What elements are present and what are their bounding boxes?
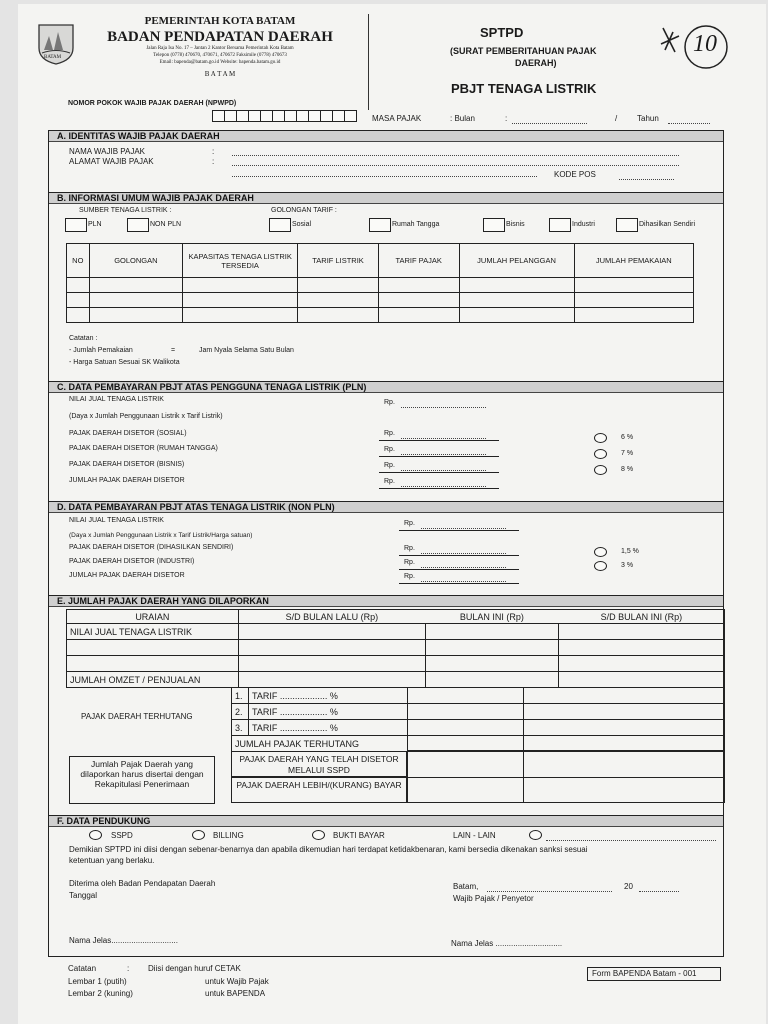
d-nilai-field[interactable] (421, 528, 506, 529)
alamat-wp-label: ALAMAT WAJIB PAJAK (69, 157, 154, 166)
radio-6-percent[interactable] (594, 433, 607, 443)
nama-jelas-right[interactable]: Nama Jelas .............................. (451, 939, 563, 948)
header-agency: BADAN PENDAPATAN DAERAH (107, 29, 333, 45)
declaration-line-2: ketentuan yang berlaku. (69, 856, 155, 865)
d-sendiri-underline (399, 555, 519, 556)
tarif-3-field[interactable]: TARIF ................... % (249, 720, 408, 736)
c-bisnis-label: PAJAK DAERAH DISETOR (BISNIS) (69, 461, 185, 468)
c-nilai-field[interactable] (401, 407, 486, 408)
declaration-line-1: Demikian SPTPD ini diisi dengan sebenar-benarnya dan apabila dikemudian hari terdapat ketidakbenaran, kami bersedia dikenakan sanksi sesuai (69, 845, 588, 854)
d-industri-rp: Rp. (404, 559, 415, 566)
form-code: Form BAPENDA Batam - 001 (592, 969, 697, 978)
header-gov: PEMERINTAH KOTA BATAM (144, 15, 296, 27)
dihasilkan-sendiri-checkbox[interactable] (616, 218, 638, 232)
c-nilai-label: NILAI JUAL TENAGA LISTRIK (69, 396, 164, 403)
diterima-label: Diterima oleh Badan Pendapatan Daerah (69, 879, 216, 888)
d-jumlah-rp: Rp. (404, 573, 415, 580)
sumber-label: SUMBER TENAGA LISTRIK : (79, 207, 172, 214)
industri-checkbox[interactable] (549, 218, 571, 232)
radio-7-percent[interactable] (594, 449, 607, 459)
masa-slash: / (615, 114, 618, 123)
golongan-table (66, 243, 694, 323)
d-nilai-rp: Rp. (404, 520, 415, 527)
pct-1-5-label: 1,5 % (621, 548, 639, 555)
section-f-header: F. DATA PENDUKUNG (49, 815, 723, 827)
rumah-tangga-label: Rumah Tangga (392, 221, 440, 228)
c-rt-label: PAJAK DAERAH DISETOR (RUMAH TANGGA) (69, 445, 218, 452)
e-lebih-box (231, 777, 407, 803)
rumah-tangga-checkbox[interactable] (369, 218, 391, 232)
c-sosial-label: PAJAK DAERAH DISETOR (SOSIAL) (69, 430, 187, 437)
footer-lembar-2-use: untuk BAPENDA (205, 989, 266, 998)
table-row[interactable] (67, 293, 694, 308)
tarif-2-no: 2. (232, 704, 249, 720)
lain-lain-label: LAIN - LAIN (453, 831, 496, 840)
tarif-2-field[interactable]: TARIF ................... % (249, 704, 408, 720)
nama-wp-label: NAMA WAJIB PAJAK (69, 147, 146, 156)
non-pln-label: NON PLN (150, 221, 182, 228)
e-col-uraian: URAIAN (67, 610, 239, 624)
year-label: 20 (624, 882, 633, 891)
col-golongan: GOLONGAN (89, 244, 183, 278)
masa-pajak-label: MASA PAJAK (372, 114, 422, 123)
section-e-header: E. JUMLAH PAJAK DAERAH YANG DILAPORKAN (49, 595, 723, 607)
title-pbjt: PBJT TENAGA LISTRIK (451, 81, 597, 96)
form-code-box (587, 967, 721, 981)
footer-lembar-2: Lembar 2 (kuning) (68, 989, 133, 998)
title-sptpd: SPTPD (480, 25, 524, 40)
sspd-radio[interactable] (89, 830, 102, 840)
masa-tahun-field[interactable] (668, 123, 710, 124)
c-jumlah-field[interactable] (401, 486, 486, 487)
tarif-1-field[interactable]: TARIF ................... % (249, 688, 408, 704)
col-jumlah-pelanggan: JUMLAH PELANGGAN (459, 244, 574, 278)
d-sendiri-rp: Rp. (404, 545, 415, 552)
header-city: B A T A M (204, 70, 236, 78)
batam-date-field[interactable] (487, 891, 612, 892)
pct-8-label: 8 % (621, 466, 634, 473)
billing-label: BILLING (213, 831, 244, 840)
catatan-line-2: - Harga Satuan Sesuai SK Walikota (69, 359, 180, 366)
footer-cetak: Diisi dengan huruf CETAK (148, 964, 241, 973)
batam-logo (36, 22, 76, 66)
pct-7-label: 7 % (621, 450, 634, 457)
pct-6-label: 6 % (621, 434, 634, 441)
industri-label: Industri (572, 221, 595, 228)
alamat-wp-colon: : (212, 157, 215, 166)
npwpd-label: NOMOR POKOK WAJIB PAJAK DAERAH (NPWPD) (68, 100, 237, 107)
tanggal-label: Tanggal (69, 891, 98, 900)
d-jumlah-underline (399, 583, 519, 584)
e-note-box (69, 756, 215, 804)
c-nilai-rp: Rp. (384, 399, 395, 406)
header-address-1: Jalan Raja Isa No. 17 – Jantan 2 Kantor Bersama Pemerintah Kota Batam (146, 46, 294, 51)
c-sosial-field[interactable] (401, 438, 486, 439)
c-bisnis-field[interactable] (401, 470, 486, 471)
radio-3-percent[interactable] (594, 561, 607, 571)
col-no: NO (67, 244, 90, 278)
radio-8-percent[interactable] (594, 465, 607, 475)
table-row[interactable] (67, 308, 694, 323)
c-daya-note: (Daya x Jumlah Penggunaan Listrik x Tarif Listrik) (69, 413, 223, 420)
kode-pos-field[interactable] (619, 179, 674, 180)
catatan-label: Catatan : (69, 335, 98, 342)
masa-bulan-field[interactable] (512, 123, 587, 124)
header-divider (368, 14, 369, 110)
npwpd-boxes[interactable] (212, 110, 357, 122)
lain-lain-radio[interactable] (529, 830, 542, 840)
nama-wp-colon: : (212, 147, 215, 156)
col-tarif-listrik: TARIF LISTRIK (298, 244, 379, 278)
year-field[interactable] (639, 891, 679, 892)
header-address-3: Email: bapenda@batam.go.id Website: bapenda.batam.go.id (159, 60, 281, 65)
e-note-text: Jumlah Pajak Daerah yang dilaporkan harus disertai dengan Rekapitulasi Penerimaan (80, 759, 204, 789)
footer-lembar-1-use: untuk Wajib Pajak (205, 977, 269, 986)
sosial-label: Sosial (292, 221, 312, 228)
dihasilkan-sendiri-label: Dihasilkan Sendiri (639, 221, 696, 228)
e-table (66, 609, 725, 688)
d-sendiri-field[interactable] (421, 553, 506, 554)
pln-label: PLN (88, 221, 102, 228)
catatan-line-1a: - Jumlah Pemakaian (69, 347, 133, 354)
masa-tahun-label: Tahun (637, 114, 659, 123)
logo-text: BATAM (44, 55, 62, 60)
kode-pos-label: KODE POS (554, 170, 596, 179)
c-sosial-underline (379, 440, 499, 441)
e-tarif-table (231, 687, 408, 752)
c-jumlah-rp: Rp. (384, 478, 395, 485)
form-body (48, 130, 724, 957)
c-jumlah-label: JUMLAH PAJAK DAERAH DISETOR (69, 477, 185, 484)
radio-1-5-percent[interactable] (594, 547, 607, 557)
masa-colon: : (505, 114, 508, 123)
e-telah-box (231, 751, 407, 777)
alamat-wp-field-1[interactable] (232, 165, 679, 166)
wajib-penyetor-label: Wajib Pajak / Penyetor (453, 894, 534, 903)
lain-lain-field[interactable] (546, 840, 716, 841)
d-sendiri-label: PAJAK DAERAH DISETOR (DIHASILKAN SENDIRI) (69, 544, 234, 551)
footer-catatan: Catatan (68, 964, 97, 973)
catatan-line-1c: Jam Nyala Selama Satu Bulan (199, 347, 294, 354)
sosial-checkbox[interactable] (269, 218, 291, 232)
d-industri-field[interactable] (421, 567, 506, 568)
e-lebih-label: PAJAK DAERAH LEBIH/(KURANG) BAYAR (236, 780, 402, 790)
jumlah-terhutang-label: JUMLAH PAJAK TERHUTANG (232, 736, 408, 752)
nama-jelas-left[interactable]: Nama Jelas.............................. (69, 936, 178, 945)
col-jumlah-pemakaian: JUMLAH PEMAKAIAN (574, 244, 693, 278)
table-row[interactable] (67, 278, 694, 293)
section-a-header: A. IDENTITAS WAJIB PAJAK DAERAH (49, 130, 723, 142)
c-sosial-rp: Rp. (384, 430, 395, 437)
alamat-wp-field-2[interactable] (232, 176, 537, 177)
nama-wp-field[interactable] (232, 155, 679, 156)
c-bisnis-rp: Rp. (384, 462, 395, 469)
d-jumlah-label: JUMLAH PAJAK DAERAH DISETOR (69, 572, 185, 579)
golongan-label: GOLONGAN TARIF : (271, 207, 337, 214)
e-right-grid[interactable] (407, 687, 725, 751)
c-rt-field[interactable] (401, 454, 486, 455)
footer-colon: : (127, 964, 130, 973)
section-c-header: C. DATA PEMBAYARAN PBJT ATAS PENGGUNA TENAGA LISTRIK (PLN) (49, 381, 723, 393)
e-col-sd-ini: S/D BULAN INI (Rp) (559, 610, 725, 624)
section-d-header: D. DATA PEMBAYARAN PBJT ATAS TENAGA LISTRIK (NON PLN) (49, 501, 723, 513)
d-daya-note: (Daya x Jumlah Penggunaan Listrik x Tarif Listrik/Harga satuan) (69, 532, 253, 539)
d-nilai-label: NILAI JUAL TENAGA LISTRIK (69, 517, 164, 524)
d-nilai-underline (399, 530, 519, 531)
col-tarif-pajak: TARIF PAJAK (378, 244, 459, 278)
col-kapasitas: KAPASITAS TENAGA LISTRIK TERSEDIA (183, 244, 298, 278)
bukti-bayar-label: BUKTI BAYAR (333, 831, 385, 840)
e-telah-lebih-grid[interactable] (407, 751, 725, 803)
e-telah-label: PAJAK DAERAH YANG TELAH DISETOR MELALUI SSPD (239, 754, 399, 775)
e-col-bulan-ini: BULAN INI (Rp) (425, 610, 559, 624)
c-rt-underline (379, 456, 499, 457)
sspd-label: SSPD (111, 831, 133, 840)
section-b-header: B. INFORMASI UMUM WAJIB PAJAK DAERAH (49, 192, 723, 204)
d-industri-label: PAJAK DAERAH DISETOR (INDUSTRI) (69, 558, 195, 565)
batam-label: Batam, (453, 882, 479, 891)
bisnis-checkbox[interactable] (483, 218, 505, 232)
e-col-sd-lalu: S/D BULAN LALU (Rp) (238, 610, 425, 624)
masa-bulan-label: : Bulan (450, 114, 475, 123)
billing-radio[interactable] (192, 830, 205, 840)
footer-lembar-1: Lembar 1 (putih) (68, 977, 127, 986)
d-jumlah-field[interactable] (421, 581, 506, 582)
tarif-3-no: 3. (232, 720, 249, 736)
handwritten-mark (655, 22, 735, 72)
title-full-1: (SURAT PEMBERITAHUAN PAJAK (450, 46, 597, 56)
non-pln-checkbox[interactable] (127, 218, 149, 232)
bisnis-label: Bisnis (506, 221, 525, 228)
handwritten-number: 10 (693, 31, 717, 57)
catatan-line-1b: = (171, 347, 176, 354)
tarif-1-no: 1. (232, 688, 249, 704)
e-terhutang-label: PAJAK DAERAH TERHUTANG (81, 712, 193, 721)
c-rt-rp: Rp. (384, 446, 395, 453)
pln-checkbox[interactable] (65, 218, 87, 232)
e-nilai-label: NILAI JUAL TENAGA LISTRIK (67, 624, 239, 640)
pct-3-label: 3 % (621, 562, 634, 569)
c-jumlah-underline (379, 488, 499, 489)
title-full-2: DAERAH) (515, 58, 557, 68)
e-omzet-label: JUMLAH OMZET / PENJUALAN (67, 672, 239, 688)
bukti-bayar-radio[interactable] (312, 830, 325, 840)
header-address-2: Telepon (0778) 470670, 470671, 470672 Faksimile (0778) 470673 (153, 53, 287, 58)
d-industri-underline (399, 569, 519, 570)
c-bisnis-underline (379, 472, 499, 473)
